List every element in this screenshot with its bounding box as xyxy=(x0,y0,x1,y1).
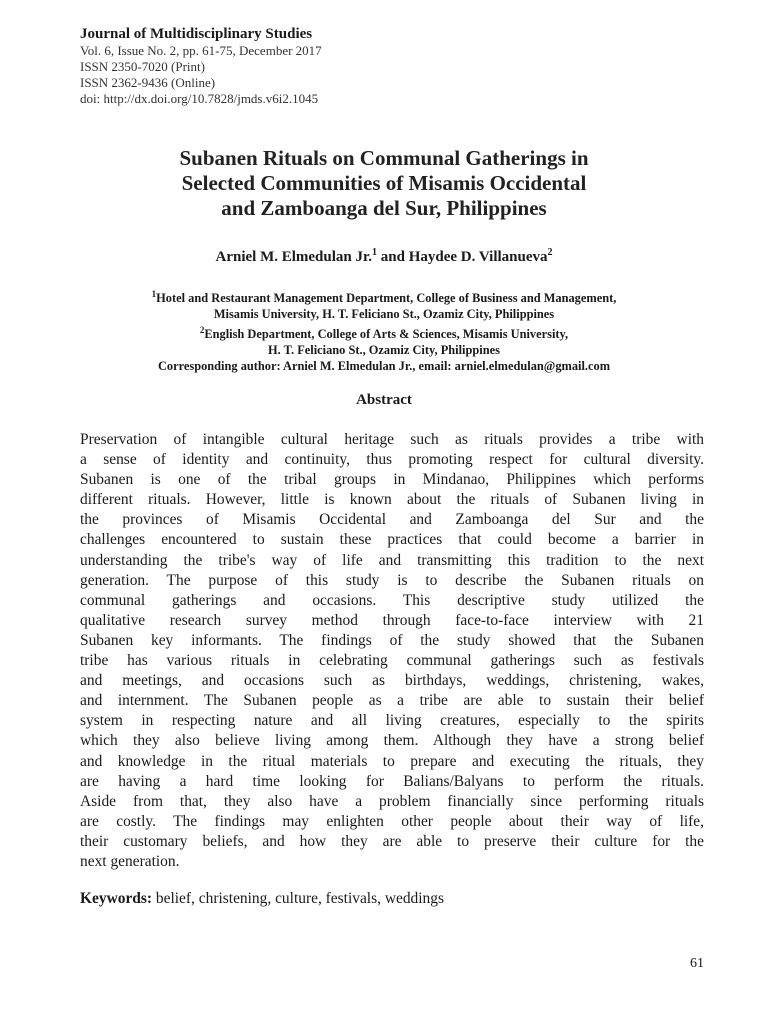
abstract-line: Aside from that, they also have a problem financially since performing rituals xyxy=(80,792,704,810)
abstract-line: and meetings, and occasions such as birthdays, weddings, christening, wakes, xyxy=(80,672,704,690)
abstract-line: communal gatherings and occasions. This descriptive study utilized the xyxy=(80,591,704,609)
abstract-line: Subanen is one of the tribal groups in Mindanao, Philippines which performs xyxy=(80,471,704,489)
affiliation-line xyxy=(60,322,708,342)
abstract-line: are costly. The findings may enlighten other people about their way of life, xyxy=(80,812,704,830)
affiliations xyxy=(60,286,708,374)
affiliation-text: Hotel and Restaurant Management Department, College of Business and Management, xyxy=(156,291,617,306)
affiliation-line: Misamis University, H. T. Feliciano St., Ozamiz City, Philippines xyxy=(213,307,555,322)
title-line: and Zamboanga del Sur, Philippines xyxy=(221,196,547,220)
keywords-label: Keywords: xyxy=(80,890,153,907)
abstract-heading: Abstract xyxy=(356,392,412,408)
affiliation-marker: 1 xyxy=(151,289,157,299)
abstract-line: the provinces of Misamis Occidental and Zamboanga del Sur and the xyxy=(80,511,704,529)
affiliation-line: H. T. Feliciano St., Ozamiz City, Philippines xyxy=(268,343,500,358)
abstract-line: tribe has various rituals in celebrating communal gatherings such as festivals xyxy=(80,652,704,670)
abstract-line: Preservation of intangible cultural heritage such as rituals provides a tribe with xyxy=(80,431,704,448)
page-number: 61 xyxy=(690,956,704,971)
journal-issn-print: ISSN 2350-7020 (Print) xyxy=(80,59,205,74)
journal-name: Journal of Multidisciplinary Studies xyxy=(80,26,313,42)
journal-header xyxy=(80,26,700,107)
journal-issn-online: ISSN 2362-9436 (Online) xyxy=(80,75,216,90)
keywords xyxy=(80,889,704,909)
abstract-line: Subanen key informants. The findings of the study showed that the Subanen xyxy=(80,631,704,649)
abstract-line: system in respecting nature and all living creatures, especially to the spirits xyxy=(80,712,704,730)
abstract-body xyxy=(80,430,704,872)
abstract-line: next generation. xyxy=(80,852,180,870)
author-list xyxy=(84,244,684,266)
keywords-text: belief, christening, culture, festivals, weddings xyxy=(152,890,444,907)
abstract-line: challenges encountered to sustain these practices that could become a barrier in xyxy=(80,531,704,549)
author-affiliation-marker: 2 xyxy=(547,247,553,258)
abstract-line: qualitative research survey method through face-to-face interview with 21 xyxy=(80,611,704,629)
corresponding-author: Corresponding author: Arniel M. Elmedulan Jr., email: arniel.elmedulan@gmail.com xyxy=(157,359,611,374)
author-name: Arniel M. Elmedulan Jr. xyxy=(215,249,373,265)
abstract-line: and knowledge in the ritual materials to prepare and executing the rituals, they xyxy=(80,752,704,770)
abstract-line: which they also believe living among them. Although they have a strong belief xyxy=(80,732,704,750)
title-line: Subanen Rituals on Communal Gatherings in xyxy=(179,146,589,170)
affiliation-marker: 2 xyxy=(199,325,205,336)
author-conjunction: and xyxy=(377,249,409,265)
journal-volume: Vol. 6, Issue No. 2, pp. 61-75, December 2017 xyxy=(80,43,322,58)
author-name: Haydee D. Villanueva xyxy=(408,249,548,265)
abstract-line: are having a hard time looking for Balians/Balyans to perform the rituals. xyxy=(80,772,704,790)
author-affiliation-marker: 1 xyxy=(372,247,378,258)
abstract-line: a sense of identity and continuity, thus promoting respect for cultural diversity. xyxy=(80,451,704,469)
abstract-line: generation. The purpose of this study is to describe the Subanen rituals on xyxy=(80,571,704,589)
title-line: Selected Communities of Misamis Occidental xyxy=(181,171,587,195)
abstract-line: and internment. The Subanen people as a tribe are able to sustain their belief xyxy=(80,692,704,710)
affiliation-text: English Department, College of Arts & Sciences, Misamis University, xyxy=(204,327,569,342)
paper-title xyxy=(84,146,684,221)
affiliation-line xyxy=(60,286,708,306)
journal-doi: doi: http://dx.doi.org/10.7828/jmds.v6i2.1045 xyxy=(80,91,319,106)
abstract-line: their customary beliefs, and how they are able to preserve their culture for the xyxy=(80,832,704,850)
abstract-line: different rituals. However, little is known about the rituals of Subanen living in xyxy=(80,491,704,509)
abstract-line: understanding the tribe's way of life and transmitting this tradition to the next xyxy=(80,551,704,569)
